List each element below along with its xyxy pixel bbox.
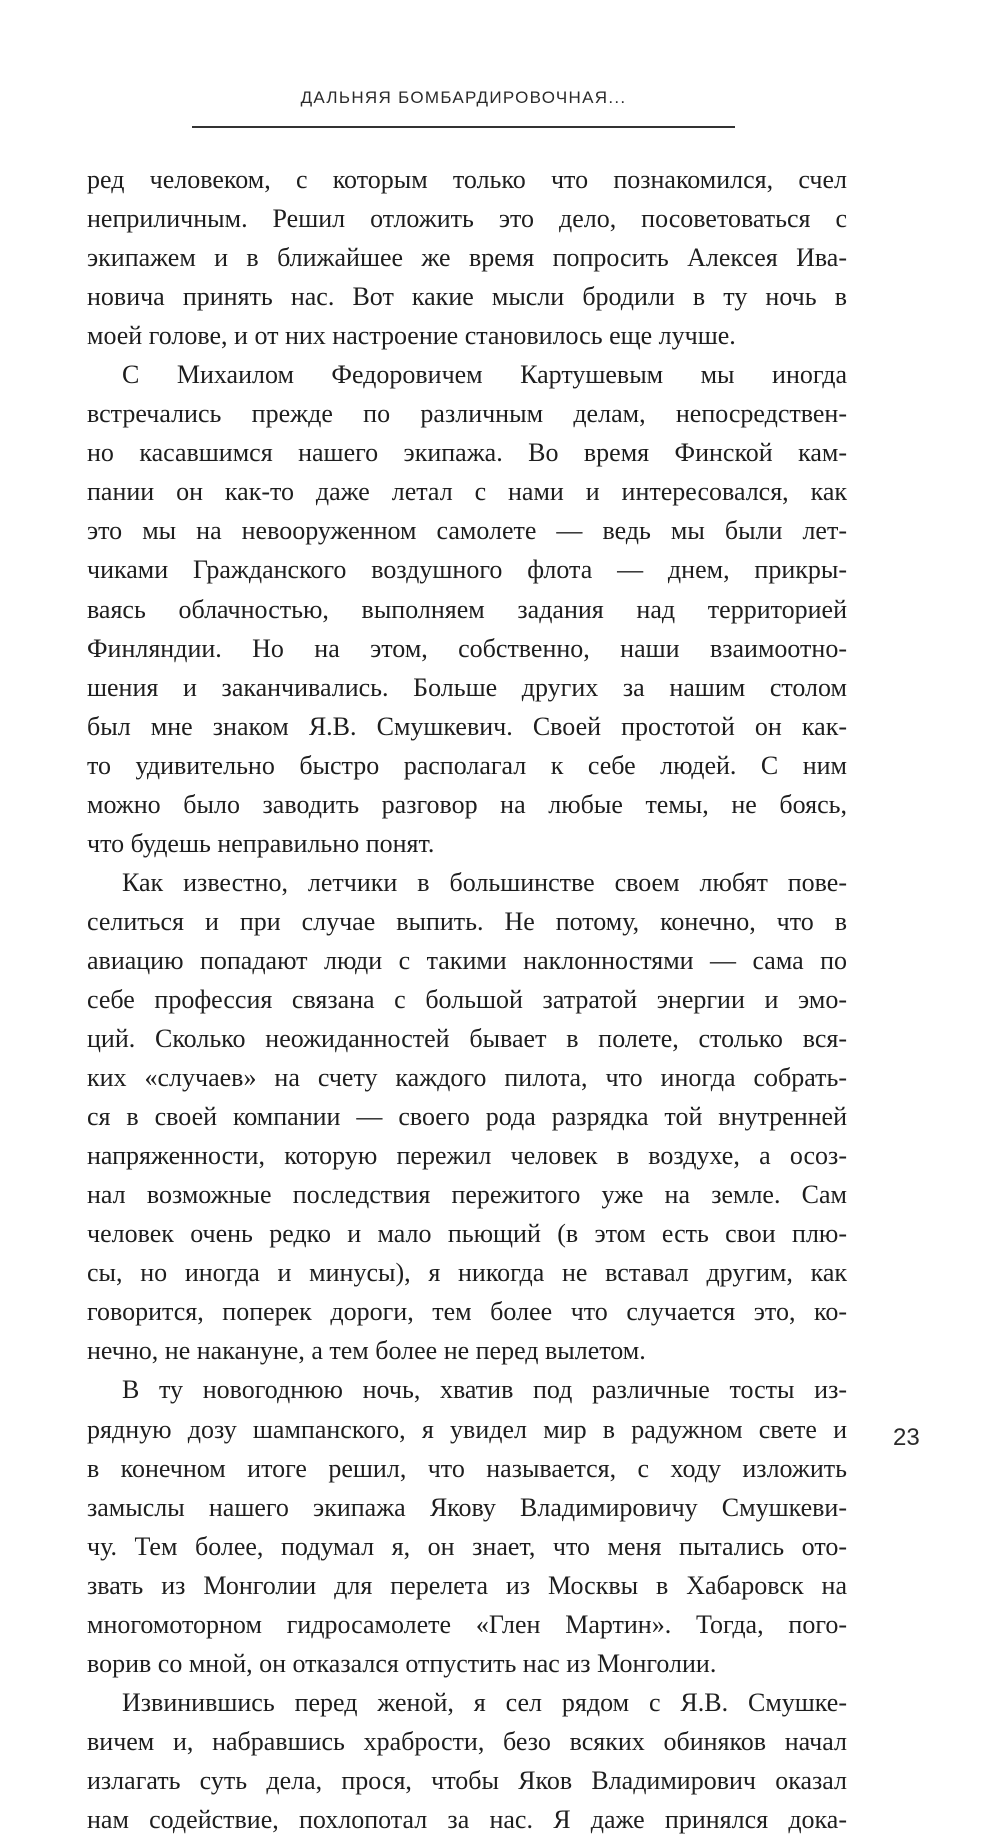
text-line: сы, но иногда и минусы), я никогда не вставал другим, как bbox=[87, 1258, 847, 1288]
text-line: ких «случаев» на счету каждого пилота, что иногда собрать- bbox=[87, 1063, 847, 1093]
text-line: ворив со мной, он отказался отпустить нас из Монголии. bbox=[87, 1648, 717, 1678]
text-line: звать из Монголии для перелета из Москвы в Хабаровск на bbox=[87, 1570, 847, 1600]
text-line: экипажем и в ближайшее же время попросить Алексея Ива- bbox=[87, 243, 847, 273]
running-head: ДАЛЬНЯЯ БОМБАРДИРОВОЧНАЯ... bbox=[300, 88, 627, 107]
text-line: нечно, не накануне, а тем более не перед вылетом. bbox=[87, 1336, 646, 1366]
text-line: ваясь облачностью, выполняем задания над территорией bbox=[87, 594, 847, 624]
text-line: это мы на невооруженном самолете — ведь мы были лет- bbox=[87, 516, 847, 546]
text-line: чу. Тем более, подумал я, он знает, что меня пытались ото- bbox=[87, 1531, 847, 1561]
text-line: нал возможные последствия пережитого уже на земле. Сам bbox=[87, 1180, 847, 1210]
page-number: 23 bbox=[893, 1424, 920, 1451]
text-line: С Михаилом Федоровичем Картушевым мы иногда bbox=[122, 360, 847, 390]
text-line: но касавшимся нашего экипажа. Во время Финской кам- bbox=[87, 438, 847, 468]
text-line: в конечном итоге решил, что называется, с ходу изложить bbox=[87, 1453, 847, 1483]
paragraph bbox=[87, 1683, 847, 1839]
text-line: Финляндии. Но на этом, собственно, наши взаимоотно- bbox=[87, 633, 847, 663]
text-line: ред человеком, с которым только что познакомился, счел bbox=[87, 165, 847, 194]
text-line: можно было заводить разговор на любые темы, не боясь, bbox=[87, 789, 847, 819]
text-line: шения и заканчивались. Больше других за нашим столом bbox=[87, 672, 847, 702]
paragraph bbox=[87, 355, 847, 863]
text-line: ций. Сколько неожиданностей бывает в полете, столько вся- bbox=[87, 1024, 847, 1054]
text-line: замыслы нашего экипажа Якову Владимировичу Смушкеви- bbox=[87, 1492, 847, 1522]
text-line: излагать суть дела, прося, чтобы Яков Владимирович оказал bbox=[87, 1765, 847, 1795]
text-line: человек очень редко и мало пьющий (в этом есть свои плю- bbox=[87, 1219, 847, 1249]
text-line: Извинившись перед женой, я сел рядом с Я.В. Смушке- bbox=[122, 1687, 847, 1717]
text-line: В ту новогоднюю ночь, хватив под различные тосты из- bbox=[122, 1375, 847, 1405]
paragraph bbox=[87, 160, 847, 355]
text-line: авиацию попадают люди с такими наклонностями — сама по bbox=[87, 945, 847, 975]
text-line: неприличным. Решил отложить это дело, посоветоваться с bbox=[87, 204, 847, 234]
text-line: селиться и при случае выпить. Не потому, конечно, что в bbox=[87, 906, 847, 936]
text-line: говорится, поперек дороги, тем более что случается это, ко- bbox=[87, 1297, 847, 1327]
paragraph bbox=[87, 863, 847, 1371]
text-line: нам содействие, похлопотал за нас. Я даже принялся дока- bbox=[87, 1804, 847, 1834]
text-line: ся в своей компании — своего рода разрядка той внутренней bbox=[87, 1102, 847, 1132]
text-line: многомоторном гидросамолете «Глен Мартин». Тогда, пого- bbox=[87, 1609, 847, 1639]
body-text bbox=[87, 160, 847, 1839]
text-line: чиками Гражданского воздушного флота — днем, прикры- bbox=[87, 555, 847, 585]
text-line: новича принять нас. Вот какие мысли бродили в ту ночь в bbox=[87, 282, 847, 312]
text-line: пании он как-то даже летал с нами и интересовался, как bbox=[87, 477, 847, 507]
text-line: моей голове, и от них настроение становилось еще лучше. bbox=[87, 321, 736, 351]
text-line: что будешь неправильно понят. bbox=[87, 828, 435, 858]
paragraph bbox=[87, 1370, 847, 1682]
header-rule bbox=[192, 126, 735, 128]
text-line: встречались прежде по различным делам, непосредствен- bbox=[87, 399, 847, 429]
text-line: рядную дозу шампанского, я увидел мир в радужном свете и bbox=[87, 1414, 847, 1444]
text-line: вичем и, набравшись храбрости, безо всяких обиняков начал bbox=[87, 1726, 847, 1756]
text-line: то удивительно быстро располагал к себе людей. С ним bbox=[87, 750, 847, 780]
text-line: себе профессия связана с большой затратой энергии и эмо- bbox=[87, 984, 847, 1014]
text-line: был мне знаком Я.В. Смушкевич. Своей простотой он как- bbox=[87, 711, 847, 741]
text-line: напряженности, которую пережил человек в воздухе, а осоз- bbox=[87, 1141, 847, 1171]
text-line: Как известно, летчики в большинстве своем любят пове- bbox=[122, 867, 847, 897]
